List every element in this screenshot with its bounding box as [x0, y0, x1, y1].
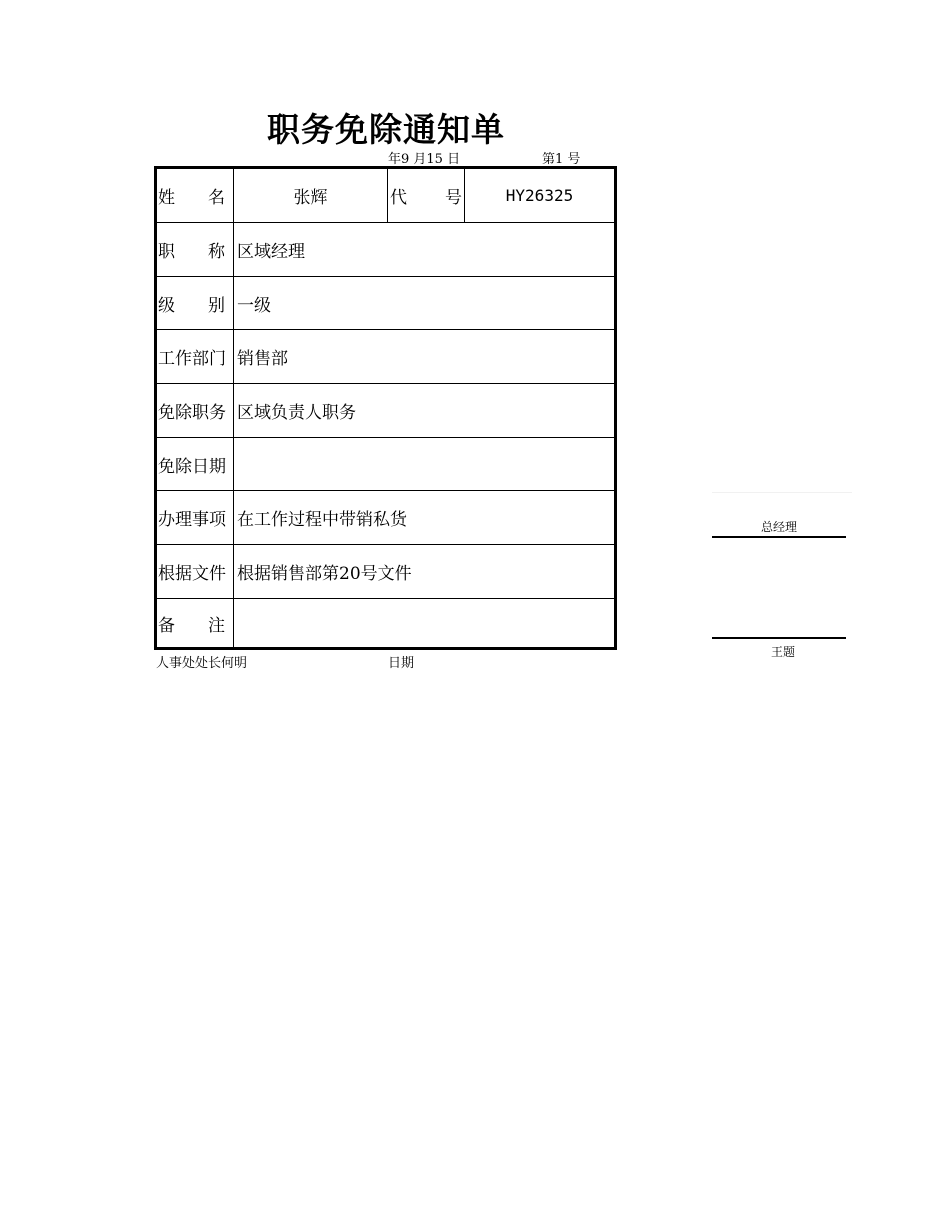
matters-value: 在工作过程中带销私货 — [237, 510, 407, 530]
level-label-char-1: 级 — [158, 295, 175, 316]
remarks-label-char-2: 注 — [208, 615, 225, 636]
removed-position-label: 免除职务 — [157, 384, 234, 437]
table-row — [157, 545, 614, 599]
general-manager-label: 总经理 — [760, 520, 797, 534]
faint-divider — [712, 492, 852, 493]
table-row — [157, 223, 614, 277]
hr-head-signature: 人事处处长何明 — [156, 656, 248, 671]
name-value: 张辉 — [234, 169, 388, 222]
position-title-label-char-2: 称 — [208, 242, 225, 262]
level-label-char-2: 别 — [208, 295, 225, 316]
issue-date: 年9 月15 日 — [388, 152, 461, 167]
table-row — [157, 277, 614, 330]
table-row — [157, 384, 614, 438]
department-label: 工作部门 — [157, 330, 234, 383]
general-manager-name: 王题 — [770, 645, 795, 659]
code-label-char-2: 号 — [445, 188, 462, 208]
basis-document-label: 根据文件 — [157, 545, 234, 598]
level-value: 一级 — [237, 295, 271, 316]
position-title-label-char-1: 职 — [158, 242, 175, 262]
notice-form-table — [154, 166, 617, 650]
table-row — [157, 491, 614, 545]
code-label-char-1: 代 — [390, 188, 407, 208]
page-title: 职务免除通知单 — [267, 110, 505, 149]
table-row — [157, 438, 614, 491]
code-label — [388, 169, 465, 222]
remarks-label — [157, 599, 234, 647]
footer-date-label: 日期 — [388, 656, 415, 671]
position-title-value: 区域经理 — [237, 242, 305, 262]
department-value: 销售部 — [237, 349, 288, 369]
name-label — [157, 169, 234, 222]
signature-line — [712, 637, 846, 639]
code-value: HY26325 — [505, 186, 574, 205]
name-label-char-1: 姓 — [158, 188, 175, 208]
document-number: 第1 号 — [542, 152, 581, 167]
removal-date-value — [234, 438, 614, 490]
removed-position-value: 区域负责人职务 — [237, 403, 356, 423]
position-title-label — [157, 223, 234, 276]
table-row — [157, 599, 614, 647]
level-label — [157, 277, 234, 329]
basis-document-value: 根据销售部第20号文件 — [237, 564, 412, 584]
name-label-char-2: 名 — [208, 188, 225, 208]
table-row — [157, 330, 614, 384]
removal-date-label: 免除日期 — [157, 438, 234, 490]
remarks-value — [234, 599, 614, 647]
remarks-label-char-1: 备 — [158, 615, 175, 636]
general-manager-line — [712, 536, 846, 538]
table-row — [157, 169, 614, 223]
matters-label: 办理事项 — [157, 491, 234, 544]
